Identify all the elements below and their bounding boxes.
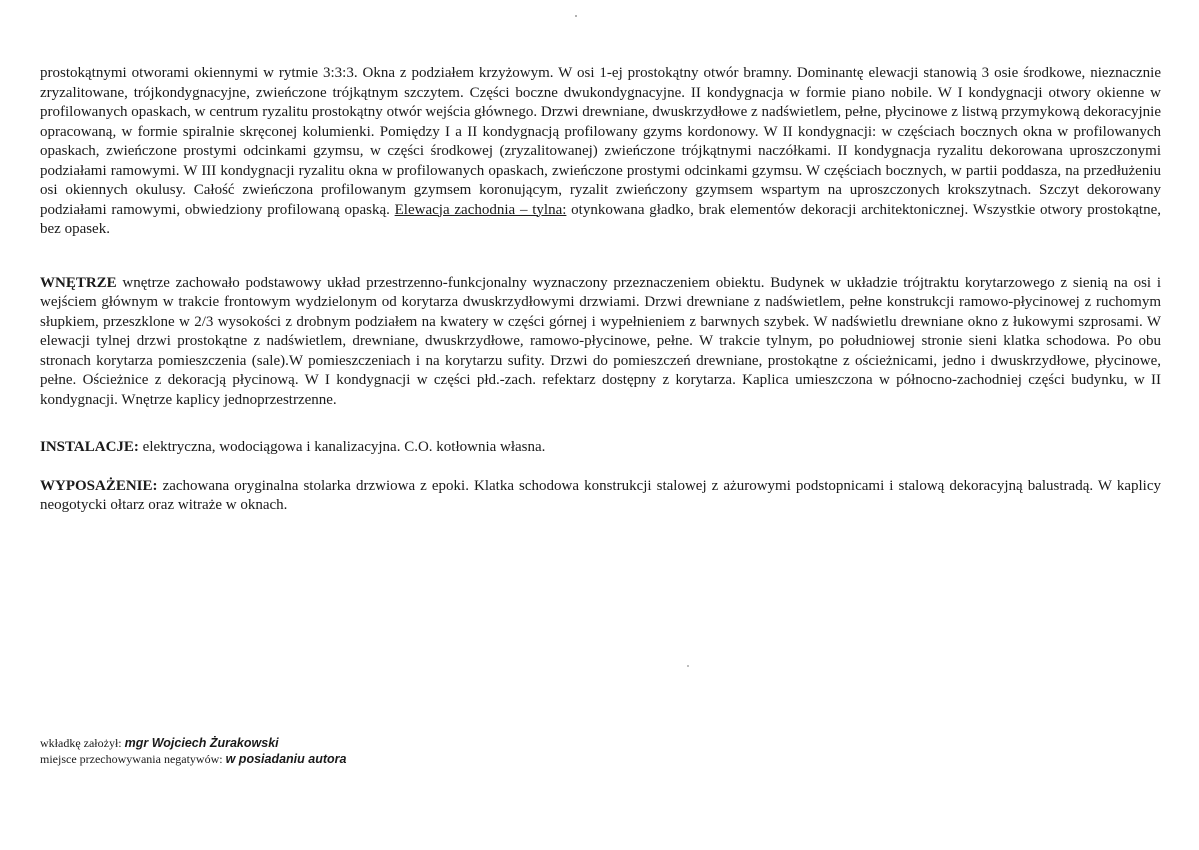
author-label: wkładkę założył: [40, 736, 122, 750]
document-footer [40, 735, 346, 767]
facade-description-text: prostokątnymi otworami okiennymi w rytmie 3:3:3. Okna z podziałem krzyżowym. W osi 1-ej prostokątny otwór bramny. Dominantę elewacji stanowią 3 osie środkowe, nieznacznie zryzalitowane, trójkondygnacyjne, zwieńczone trójkątnym szczytem. Części boczne dwukondygnacyjne. II kondygnacja w formie piano nobile. W I kondygnacji otwory okienne w profilowanych opaskach, w centrum ryzalitu prostokątny otwór wejścia głównego. Drzwi drewniane, dwuskrzydłowe z nadświetlem, pełne, płycinowe z listwą przymykową dekoracyjnie opracowaną, w formie spiralnie skręconej kolumienki. Pomiędzy I a II kondygnacją profilowany gzyms kordonowy. W II kondygnacji: w częściach bocznych okna w profilowanych opaskach, zwieńczone prostymi odcinkami gzymsu, w części środkowej (zryzalitowanej) zwieńczone trójkątnymi naczółkami. II kondygnacja ryzalitu dekorowana uproszczonymi podziałami ramowymi. W III kondygnacji ryzalitu okna w profilowanych opaskach, zwieńczone prostymi odcinkami gzymsu. W częściach bocznych, w partii poddasza, na przedłużeniu osi okiennych okulusy. Całość zwieńczona profilowanym gzymsem koronującym, ryzalit zwieńczony gzymsem wspartym na uproszczonych krokszytnach. Szczyt dekorowany podziałami ramowymi, obwiedziony profilowaną opaską. [40, 65, 1161, 218]
storage-label: miejsce przechowywania negatywów: [40, 752, 223, 766]
equipment-text: zachowana oryginalna stolarka drzwiowa z epoki. Klatka schodowa konstrukcji stalowej z ażurowymi podstopnicami i stalową dekoracyjną balustradą. W kaplicy neogotycki ołtarz oraz witraże w oknach. [40, 477, 1161, 513]
scan-artifact [575, 15, 577, 17]
scan-artifact [687, 665, 689, 667]
equipment-heading: WYPOSAŻENIE: [40, 477, 158, 494]
interior-paragraph [40, 274, 1161, 411]
document-page [40, 64, 1161, 516]
interior-heading: WNĘTRZE [40, 274, 117, 291]
west-facade-text: otynkowana gładko, brak elementów dekoracji architektonicznej. Wszystkie otwory prostokątne, bez opasek. [40, 201, 1162, 237]
installations-heading: INSTALACJE: [40, 439, 139, 455]
installations-text: elektryczna, wodociągowa i kanalizacyjna. C.O. kotłownia własna. [138, 439, 546, 455]
equipment-paragraph [40, 477, 1161, 516]
facade-description-paragraph [40, 64, 1161, 240]
storage-line [40, 751, 346, 767]
storage-value: w posiadaniu autora [225, 752, 347, 766]
west-facade-heading: Elewacja zachodnia – tylna: [394, 201, 567, 218]
interior-text: wnętrze zachowało podstawowy układ przestrzenno-funkcjonalny wyznaczony przeznaczeniem obiektu. Budynek w układzie trójtraktu korytarzowego z sienią na osi i wejściem głównym w trakcie frontowym wydzielonym od korytarza dwuskrzydłowymi drzwiami. Drzwi drewniane z nadświetlem, pełne konstrukcji ramowo-płycinowej z ruchomym słupkiem, przeszklone w 2/3 wysokości z drobnym podziałem na kwatery w części górnej i wypełnieniem z barwnych szybek. W nadświetlu drewniane okno z łukowymi szprosami. W elewacji tylnej drzwi prostokątne z nadświetlem, drewniane, dwuskrzydłowe, ramowo-płycinowe, pełne. W trakcie tylnym, po południowej stronie sieni klatka schodowa. Po obu stronach korytarza pomieszczenia (sale).W pomieszczeniach i na korytarzu sufity. Drzwi do pomieszczeń drewniane, prostokątne z ościeżnicami, jedno i dwuskrzydłowe, płycinowe, pełne. Ościeżnice z dekoracją płycinową. W I kondygnacji w części płd.-zach. refektarz dostępny z korytarza. Kaplica umieszczona w północno-zachodniej części budynku, w II kondygnacji. Wnętrze kaplicy jednoprzestrzenne. [40, 274, 1161, 408]
installations-paragraph [40, 438, 1161, 458]
author-value: mgr Wojciech Żurakowski [124, 736, 279, 750]
author-line [40, 735, 346, 751]
